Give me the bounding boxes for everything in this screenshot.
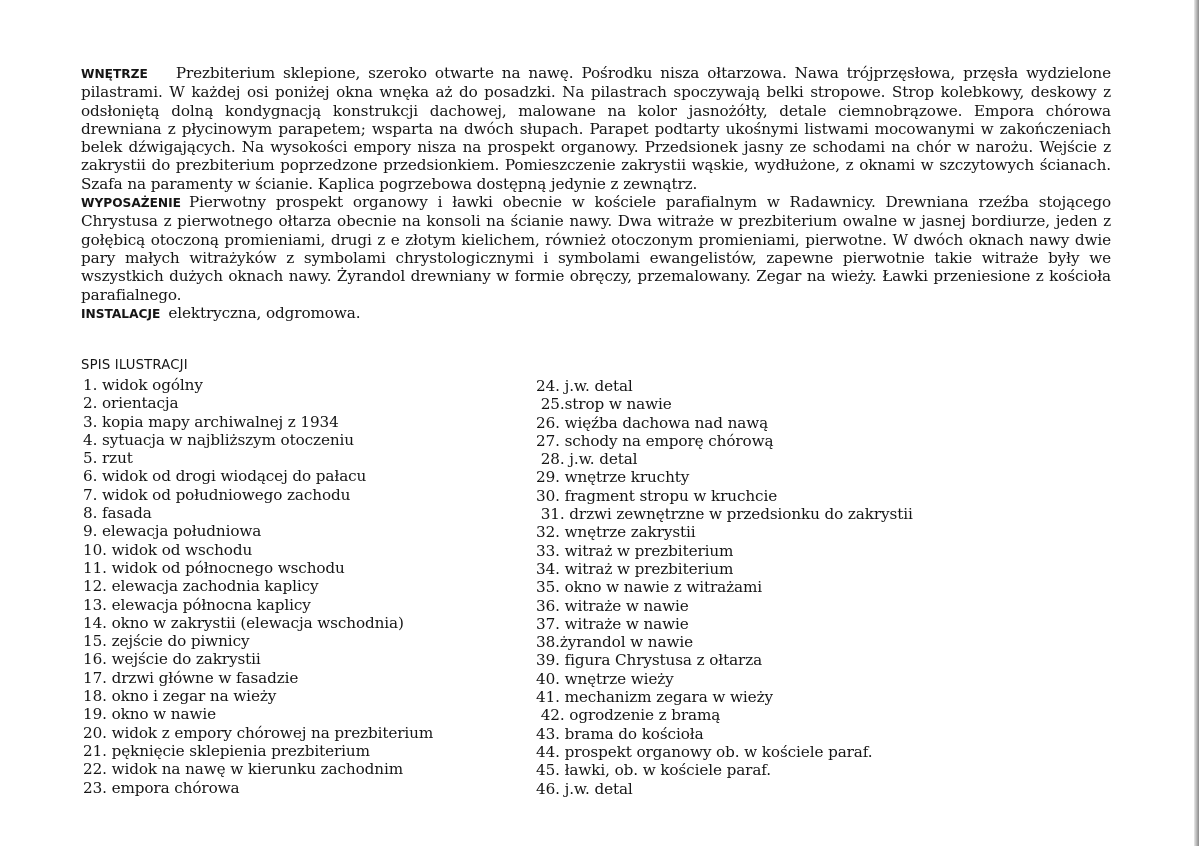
illustration-list-item: 25.strop w nawie xyxy=(536,395,672,414)
illustration-list-item: 34. witraż w prezbiterium xyxy=(536,559,734,578)
illustration-list-item: 3. kopia mapy archiwalnej z 1934 xyxy=(83,412,339,431)
illustration-list-item: 37. witraże w nawie xyxy=(536,614,689,633)
illustration-list-item: 20. widok z empory chórowej na prezbiterium xyxy=(83,723,434,742)
illustration-list-title: SPIS ILUSTRACJI xyxy=(81,358,188,373)
illustration-list-item: 38.żyrandol w nawie xyxy=(536,633,693,652)
illustration-list-item: 5. rzut xyxy=(83,449,133,468)
illustration-list-item: 26. więźba dachowa nad nawą xyxy=(536,413,769,432)
section-instalacje xyxy=(81,304,1111,323)
illustration-list-item: 31. drzwi zewnętrzne w przedsionku do zakrystii xyxy=(536,505,913,524)
section-label-wyposazenie: WYPOSAŻENIE xyxy=(81,196,181,211)
illustration-list-item: 4. sytuacja w najbliższym otoczeniu xyxy=(83,430,354,449)
illustration-list-item: 19. okno w nawie xyxy=(83,705,216,724)
section-wyposazenie xyxy=(81,193,1111,304)
illustration-list-left xyxy=(83,376,433,797)
illustration-list-item: 40. wnętrze wieży xyxy=(536,669,674,688)
illustration-list-item: 35. okno w nawie z witrażami xyxy=(536,578,763,597)
illustration-list-item: 30. fragment stropu w kruchcie xyxy=(536,486,778,505)
illustration-list-item: 17. drzwi główne w fasadzie xyxy=(83,668,299,687)
illustration-list-item: 42. ogrodzenie z bramą xyxy=(536,706,721,725)
section-label-instalacje: INSTALACJE xyxy=(81,306,161,321)
illustration-list-right xyxy=(536,377,913,798)
scan-edge xyxy=(1194,0,1199,846)
illustration-list-item: 21. pęknięcie sklepienia prezbiterium xyxy=(83,741,370,760)
section-text-wyposazenie: Pierwotny prospekt organowy i ławki obecnie w kościele parafialnym w Radawnicy. Drewniana rzeźba stojącego Chrystusa z pierwotnego ołtarza obecnie na konsoli na ścianie nawy. Dwa witraże w prezbiterium owalne w jasnej bordiurze, jeden z gołębicą otoczoną promieniami, drugi z e złotym kielichem, również otoczonym promieniami, pierwotne. W dwóch oknach nawy dwie pary małych witrażyków z symbolami chrystologicznymi i symbolami ewangelistów, zapewne pierwotnie takie witraże były we wszystkich dużych oknach nawy. Żyrandol drewniany w formie obręczy, przemalowany. Zegar na wieży. Ławki przeniesione z kościoła parafialnego. xyxy=(81,193,1111,304)
illustration-list-item: 11. widok od północnego wschodu xyxy=(83,558,345,577)
illustration-list-item: 16. wejście do zakrystii xyxy=(83,650,261,669)
illustration-list-item: 15. zejście do piwnicy xyxy=(83,632,250,651)
illustration-list-item: 10. widok od wschodu xyxy=(83,540,253,559)
illustration-list-item: 28. j.w. detal xyxy=(536,450,638,469)
illustration-list-item: 1. widok ogólny xyxy=(83,376,203,394)
illustration-list-item: 36. witraże w nawie xyxy=(536,596,689,615)
illustration-list-item: 12. elewacja zachodnia kaplicy xyxy=(83,577,319,596)
illustration-list-item: 41. mechanizm zegara w wieży xyxy=(536,688,773,707)
section-wnetrze xyxy=(81,64,1111,193)
illustration-list-item: 46. j.w. detal xyxy=(536,779,633,798)
illustration-list-item: 13. elewacja północna kaplicy xyxy=(83,595,311,614)
section-label-wnetrze: WNĘTRZE xyxy=(81,67,148,81)
illustration-list-item: 23. empora chórowa xyxy=(83,778,240,797)
illustration-list-item: 9. elewacja południowa xyxy=(83,522,262,541)
illustration-list-item: 18. okno i zegar na wieży xyxy=(83,687,277,706)
illustration-list-item: 32. wnętrze zakrystii xyxy=(536,523,696,542)
description-text xyxy=(81,64,1111,323)
illustration-list-item: 29. wnętrze kruchty xyxy=(536,468,690,487)
section-text-instalacje: elektryczna, odgromowa. xyxy=(168,303,361,322)
illustration-list-item: 7. widok od południowego zachodu xyxy=(83,485,351,504)
illustration-list-item: 33. witraż w prezbiterium xyxy=(536,541,734,560)
illustration-list-item: 44. prospekt organowy ob. w kościele paraf. xyxy=(536,742,873,761)
illustration-list-item: 45. ławki, ob. w kościele paraf. xyxy=(536,761,771,780)
illustration-list-item: 6. widok od drogi wiodącej do pałacu xyxy=(83,467,367,486)
illustration-list-item: 39. figura Chrystusa z ołtarza xyxy=(536,651,763,670)
illustration-list-item: 8. fasada xyxy=(83,504,152,523)
section-text-wnetrze: Prezbiterium sklepione, szeroko otwarte na nawę. Pośrodku nisza ołtarzowa. Nawa trójprzęsłowa, przęsła wydzielone pilastrami. W każdej osi poniżej okna wnęka aż do posadzki. Na pilastrach spoczywają belki stropowe. Strop kolebkowy, deskowy z odsłoniętą dolną kondygnacją konstrukcji dachowej, malowane na kolor jasnożółty, detale ciemnobrązowe. Empora chórowa drewniana z płycinowym parapetem; wsparta na dwóch słupach. Parapet podtarty ukośnymi listwami mocowanymi w zakończeniach belek dźwigających. Na wysokości empory nisza na prospekt organowy. Przedsionek jasny ze schodami na chór w narożu. Wejście z zakrystii do prezbiterium poprzedzone przedsionkiem. Pomieszczenie zakrystii wąskie, wydłużone, z oknami w szczytowych ścianach. Szafa na paramenty w ścianie. Kaplica pogrzebowa dostępną jedynie z zewnątrz. xyxy=(81,64,1111,193)
illustration-list-item: 2. orientacja xyxy=(83,394,179,413)
illustration-list-item: 22. widok na nawę w kierunku zachodnim xyxy=(83,760,404,779)
illustration-list-item: 14. okno w zakrystii (elewacja wschodnia) xyxy=(83,613,404,632)
illustration-list-item: 43. brama do kościoła xyxy=(536,724,704,743)
illustration-list-item: 27. schody na emporę chórową xyxy=(536,431,774,450)
illustration-list-item: 24. j.w. detal xyxy=(536,377,633,395)
